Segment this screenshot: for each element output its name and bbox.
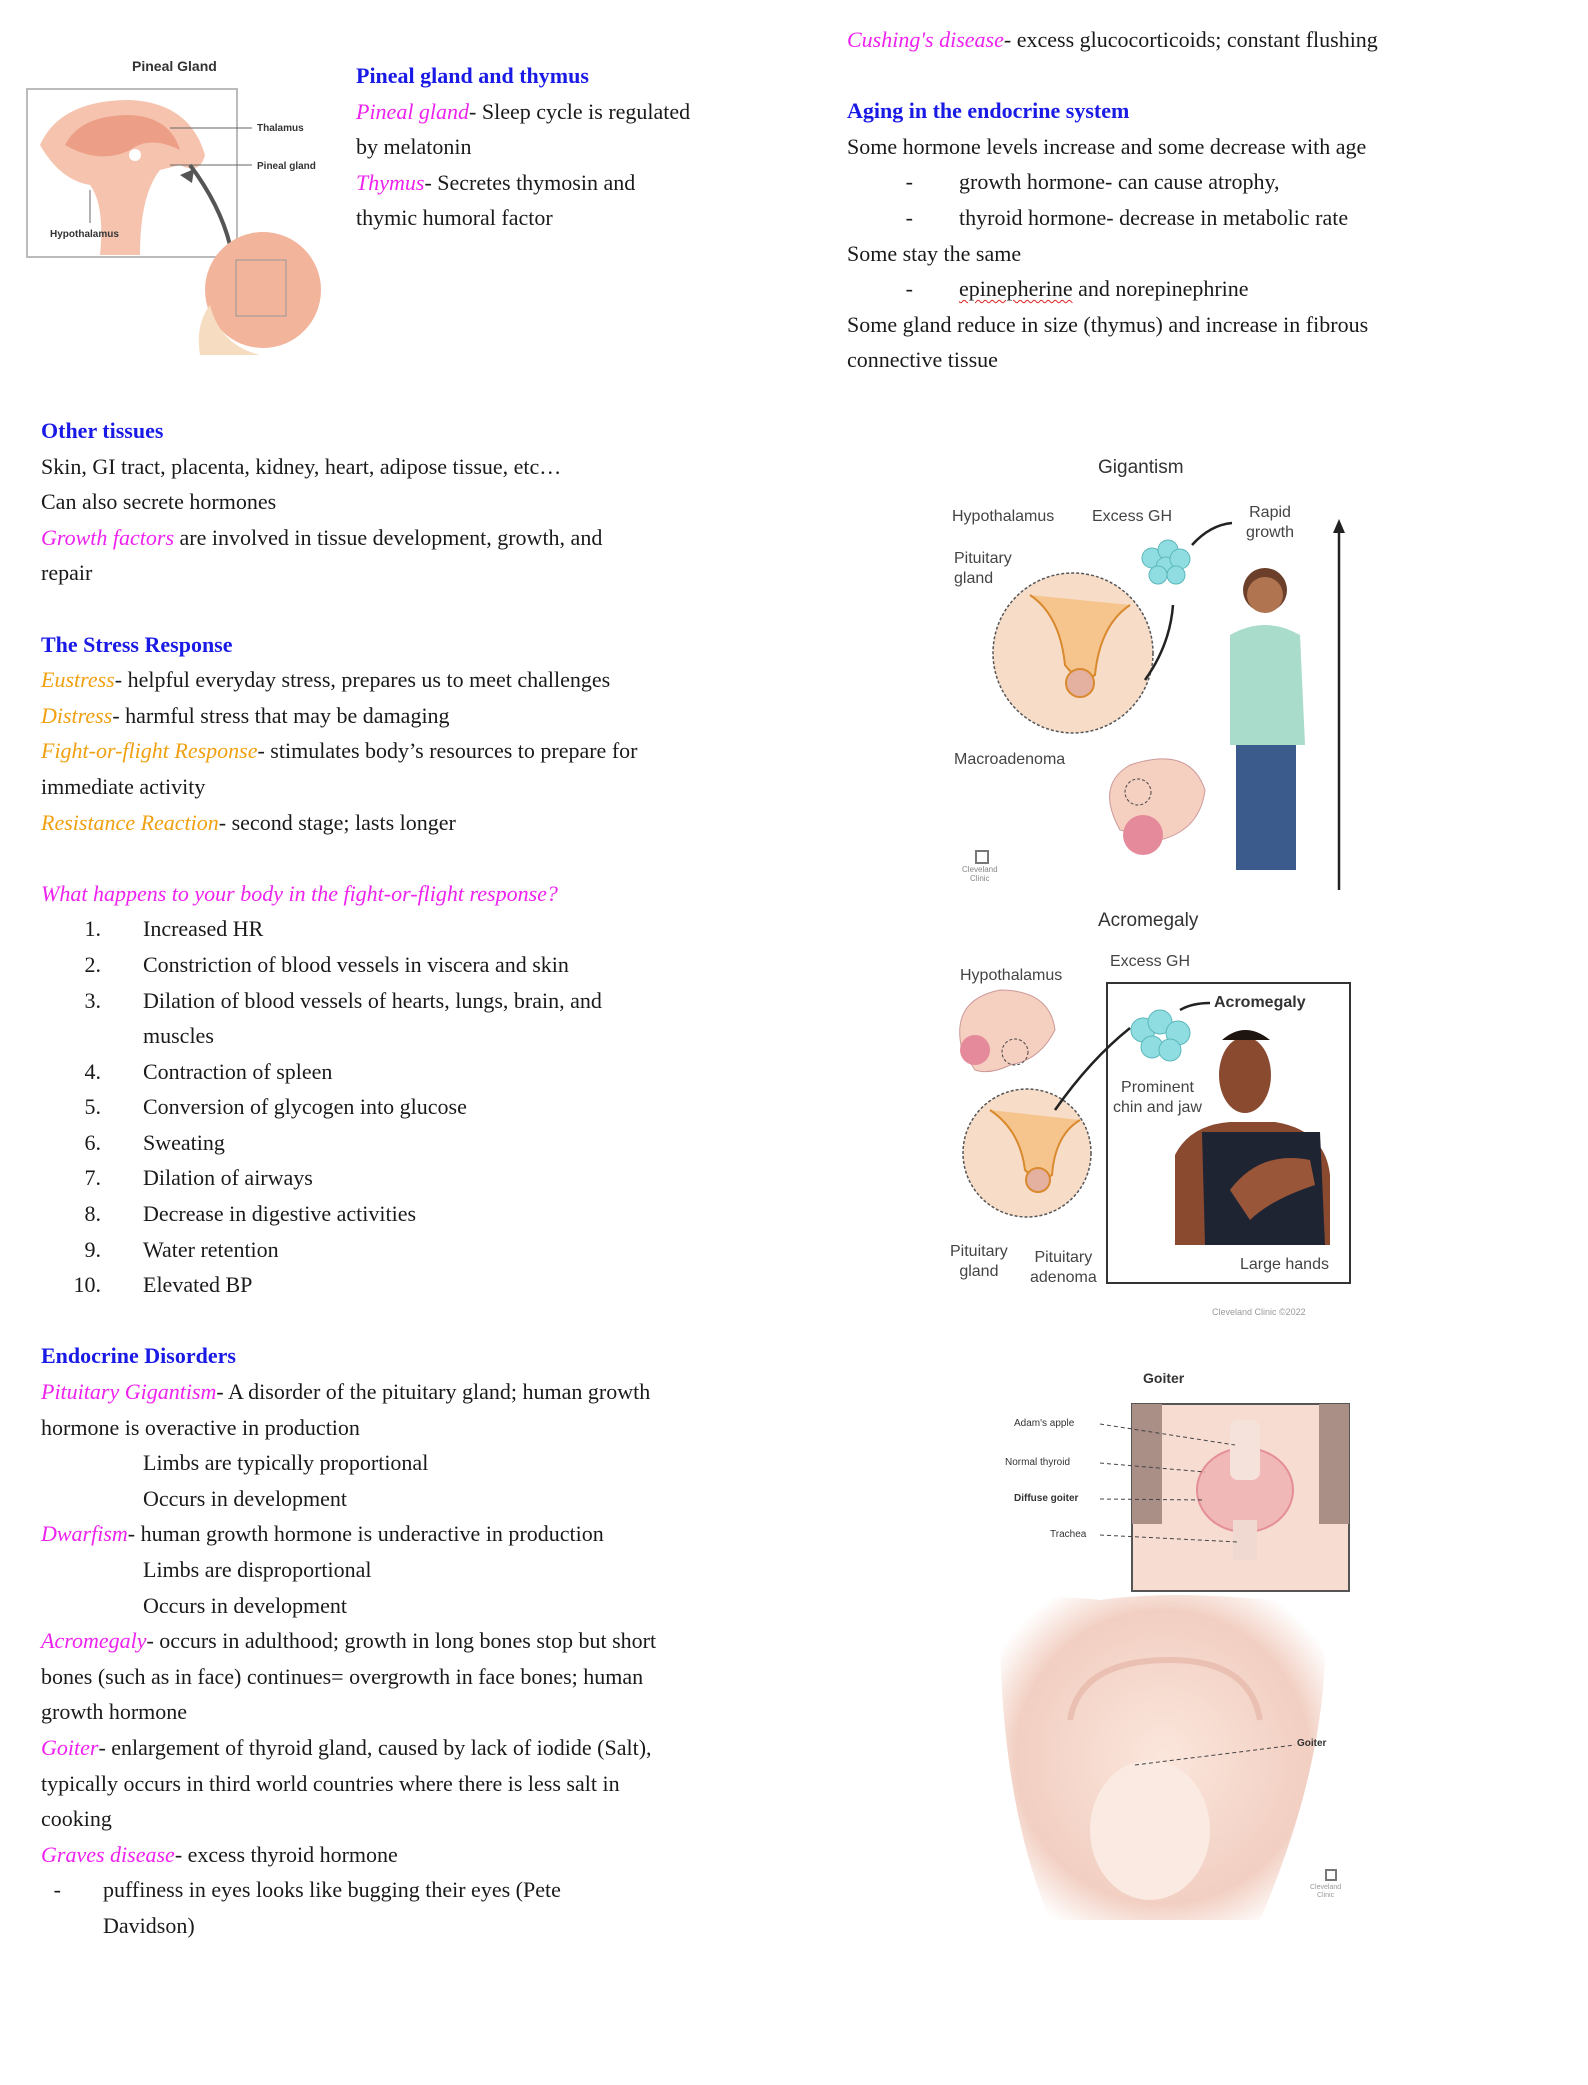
goiter-illustration <box>980 1360 1360 1920</box>
copyright-credit: Cleveland Clinic ©2022 <box>1212 1307 1306 1317</box>
section-heading: The Stress Response <box>41 631 233 657</box>
right-column-text <box>847 22 1567 378</box>
sub-item: Occurs in development <box>143 1592 348 1618</box>
hypothalamus-label: Hypothalamus <box>50 229 119 240</box>
definition: - enlargement of thyroid gland, caused by lack of iodide (Salt), typically occurs in third world countries where there is less salt in cooking <box>41 1734 652 1832</box>
list-text: Elevated BP <box>143 1272 253 1298</box>
list-item <box>41 1160 801 1196</box>
definition: - Sleep cycle is regulated by melatonin <box>356 98 691 160</box>
definition: - helpful everyday stress, prepares us to meet challenges <box>114 667 611 693</box>
term: Goiter <box>41 1734 99 1760</box>
paragraph: Some stay the same <box>847 240 1022 266</box>
term: Acromegaly <box>41 1628 147 1654</box>
goiter-label: Goiter <box>1297 1738 1327 1749</box>
figure-title: Goiter <box>1143 1370 1185 1386</box>
pineal-brain-illustration <box>20 55 330 355</box>
list-item <box>41 947 801 983</box>
term: Growth factors <box>41 524 175 550</box>
adams-apple-label: Adam's apple <box>1014 1418 1075 1429</box>
bullet-text: thyroid hormone- decrease in metabolic rate <box>959 204 1349 230</box>
misspelled-word[interactable]: epinepherine <box>959 276 1073 302</box>
bullet-item: - puffiness in eyes looks like bugging their eyes (Pete Davidson) <box>41 1872 801 1943</box>
figure-title: Gigantism <box>1098 457 1184 478</box>
pituitary-gland-label: Pituitary gland <box>950 1243 1008 1280</box>
bullet-item: - epinepherine and norepinephrine <box>905 276 1249 302</box>
list-item <box>41 983 801 1054</box>
excess-gh-label: Excess GH <box>1110 953 1191 970</box>
cleveland-clinic-logo: Cleveland Clinic <box>1310 1884 1342 1899</box>
diffuse-goiter-label: Diffuse goiter <box>1014 1493 1079 1504</box>
definition: - excess glucocorticoids; constant flushing <box>1003 27 1378 52</box>
list-number: 4. <box>84 1058 101 1084</box>
list-item <box>41 1125 801 1161</box>
bullet-item: - growth hormone- can cause atrophy, <box>847 164 1567 200</box>
list-number: 5. <box>84 1094 101 1120</box>
list-number: 2. <box>84 951 101 977</box>
term: Eustress <box>41 667 115 693</box>
bullet-item: - thyroid hormone- decrease in metabolic rate <box>847 200 1567 236</box>
rapid-growth-label: Rapid growth <box>1246 504 1295 541</box>
definition: - second stage; lasts longer <box>218 809 456 835</box>
section-heading: Pineal gland and thymus <box>356 63 589 88</box>
term: Cushing's disease <box>847 27 1004 52</box>
list-text: Decrease in digestive activities <box>143 1201 417 1227</box>
list-text: Contraction of spleen <box>143 1058 333 1084</box>
term: Thymus <box>356 169 425 195</box>
term: Distress <box>41 702 113 728</box>
term: Graves disease <box>41 1841 175 1867</box>
bullet-text: and norepinephrine <box>1072 276 1249 302</box>
term: Fight-or-flight Response <box>41 738 258 764</box>
definition: - occurs in adulthood; growth in long bones stop but short bones (such as in face) continues= overgrowth in face bones; human growth hormone <box>41 1628 657 1725</box>
paragraph: Some gland reduce in size (thymus) and increase in fibrous connective tissue <box>847 311 1369 373</box>
term: Dwarfism <box>41 1521 128 1547</box>
paragraph: Can also secrete hormones <box>41 489 277 515</box>
list-item <box>41 1267 801 1303</box>
pineal-gland-figure <box>20 55 330 355</box>
pituitary-gland-label: Pituitary gland <box>954 550 1012 587</box>
definition: are involved in tissue development, growth, and repair <box>41 524 603 586</box>
section-heading: Aging in the endocrine system <box>847 98 1130 124</box>
figure-title: Pineal Gland <box>132 58 217 74</box>
list-number: 7. <box>84 1165 101 1191</box>
list-item <box>41 1232 801 1268</box>
definition: - excess thyroid hormone <box>174 1841 398 1867</box>
definition: - stimulates body’s resources to prepare for immediate activity <box>41 738 638 799</box>
macroadenoma-label: Macroadenoma <box>954 751 1066 768</box>
goiter-figure <box>980 1360 1360 1920</box>
list-text: Dilation of airways <box>143 1165 313 1191</box>
list-number: 3. <box>84 987 101 1013</box>
section-heading: Endocrine Disorders <box>41 1343 236 1369</box>
term: Pineal gland <box>356 98 470 124</box>
list-number: 10. <box>73 1272 101 1298</box>
pituitary-adenoma-label: Pituitary adenoma <box>1030 1249 1097 1286</box>
list-text: Constriction of blood vessels in viscera and skin <box>143 951 569 977</box>
list-text: Water retention <box>143 1236 279 1262</box>
paragraph: Skin, GI tract, placenta, kidney, heart, adipose tissue, etc… <box>41 453 562 479</box>
cleveland-clinic-logo: Cleveland Clinic <box>962 865 998 883</box>
list-item <box>41 1196 801 1232</box>
hypothalamus-label: Hypothalamus <box>952 508 1055 525</box>
list-text: Dilation of blood vessels of hearts, lungs, brain, and muscles <box>143 987 602 1049</box>
large-hands-label: Large hands <box>1240 1256 1329 1273</box>
fight-flight-list <box>41 911 801 1303</box>
pineal-gland-label: Pineal gland <box>257 161 316 172</box>
excess-gh-label: Excess GH <box>1092 508 1173 525</box>
list-number: 9. <box>84 1236 101 1262</box>
thalamus-label: Thalamus <box>257 123 304 134</box>
bullet-text: growth hormone- can cause atrophy, <box>959 169 1280 195</box>
section-heading: Other tissues <box>41 418 164 443</box>
acromegaly-label: Acromegaly <box>1214 994 1306 1011</box>
definition: - human growth hormone is underactive in production <box>127 1521 604 1547</box>
term: Pituitary Gigantism <box>41 1379 217 1405</box>
term: Resistance Reaction <box>41 809 219 835</box>
pineal-thymus-section <box>356 58 796 236</box>
bullet-text: puffiness in eyes looks like bugging their eyes (Pete Davidson) <box>103 1877 561 1938</box>
chin-jaw-label: Prominent chin and jaw <box>1113 1079 1202 1116</box>
list-item <box>41 1054 801 1090</box>
list-item <box>41 1089 801 1125</box>
definition: - A disorder of the pituitary gland; human growth hormone is overactive in production <box>41 1379 651 1440</box>
list-item <box>41 911 801 947</box>
left-column-text <box>41 413 801 1944</box>
paragraph: Some hormone levels increase and some decrease with age <box>847 133 1367 159</box>
list-text: Sweating <box>143 1129 225 1155</box>
sub-item: Limbs are disproportional <box>143 1557 372 1582</box>
definition: - Secretes thymosin and thymic humoral factor <box>356 169 636 231</box>
acromegaly-figure <box>930 900 1370 1330</box>
list-number: 1. <box>84 916 101 942</box>
list-number: 6. <box>84 1129 101 1155</box>
list-number: 8. <box>84 1201 101 1227</box>
list-text: Conversion of glycogen into glucose <box>143 1094 467 1120</box>
figure-title: Acromegaly <box>1098 910 1199 931</box>
gigantism-figure <box>930 445 1370 905</box>
trachea-label: Trachea <box>1050 1529 1087 1540</box>
list-text: Increased HR <box>143 916 264 942</box>
question-heading: What happens to your body in the fight-or-flight response? <box>41 880 558 906</box>
hypothalamus-label: Hypothalamus <box>960 967 1063 984</box>
normal-thyroid-label: Normal thyroid <box>1005 1457 1071 1468</box>
sub-item: Occurs in development <box>143 1485 348 1511</box>
sub-item: Limbs are typically proportional <box>143 1450 429 1476</box>
definition: - harmful stress that may be damaging <box>112 702 450 728</box>
